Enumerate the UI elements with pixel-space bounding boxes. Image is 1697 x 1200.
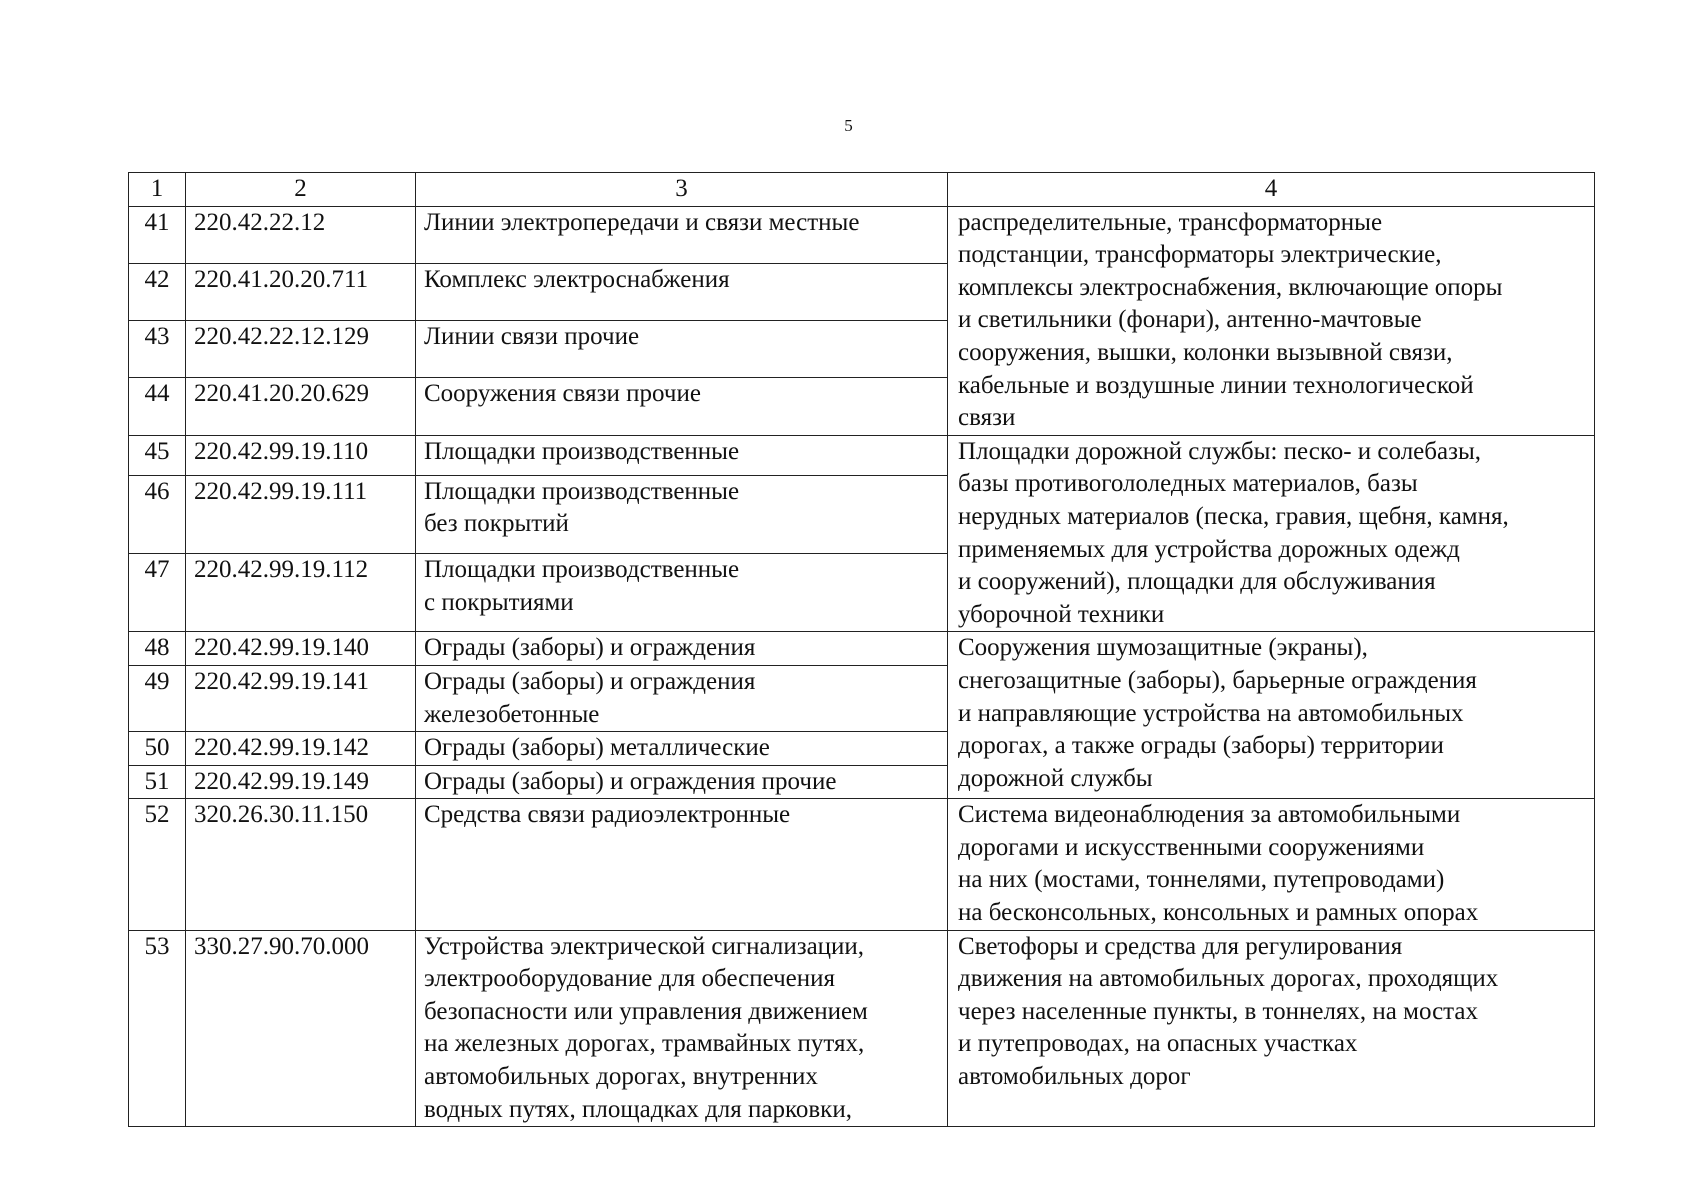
row-code: 220.42.99.19.112 <box>186 553 416 631</box>
row-name <box>416 732 948 766</box>
row-code: 220.42.99.19.149 <box>186 765 416 799</box>
page-number: 5 <box>844 116 853 135</box>
row-number: 50 <box>129 732 186 766</box>
row-name-text: Линии связи прочие <box>424 323 640 351</box>
row-name-text: Площадки производственные с покрытиями <box>424 555 740 616</box>
row-number: 46 <box>129 475 186 553</box>
table-row <box>129 799 1595 930</box>
row-name <box>416 765 948 799</box>
row-name-text: Ограды (заборы) и ограждения <box>424 634 756 662</box>
row-code: 220.42.99.19.110 <box>186 435 416 475</box>
table-row <box>129 435 1595 475</box>
row-code: 220.42.22.12.129 <box>186 321 416 378</box>
row-code: 220.42.99.19.141 <box>186 665 416 731</box>
row-number: 41 <box>129 206 186 263</box>
row-number: 44 <box>129 378 186 435</box>
row-name <box>416 321 948 378</box>
row-number: 43 <box>129 321 186 378</box>
row-name-text: Средства связи радиоэлектронные <box>424 801 791 829</box>
row-code: 220.42.99.19.140 <box>186 632 416 666</box>
group-description <box>948 435 1595 632</box>
group-description-text: Система видеонаблюдения за автомобильными дорогами и искусственными сооружениями на них (мостами, тоннелями, путепроводами) на бесконсольных, консольных и рамных опорах <box>958 801 1479 927</box>
table-row <box>129 206 1595 263</box>
group-description-text: Светофоры и средства для регулирования движения на автомобильных дорогах, проходящих через населенные пункты, в тоннелях, на мостах и путепроводах, на опасных участках автомобильных дорог <box>958 932 1499 1091</box>
row-name-text: Устройства электрической сигнализации, электрооборудование для обеспечения безопасности или управления движением на железных дорогах, трамвайных путях, автомобильных дорогах, внутренних водных путях, площадках для парковки, <box>424 932 868 1123</box>
row-number: 45 <box>129 435 186 475</box>
group-description <box>948 799 1595 930</box>
row-number: 49 <box>129 665 186 731</box>
group-description-text: Площадки дорожной службы: песко- и солебазы, базы противогололедных материалов, базы нерудных материалов (песка, гравия, щебня, камня, применяемых для устройства дорожных одежд и сооружений), площадки для обслуживания уборочной техники <box>958 437 1509 628</box>
row-code: 220.42.99.19.142 <box>186 732 416 766</box>
row-name-text: Ограды (заборы) металлические <box>424 734 770 762</box>
row-code: 220.42.99.19.111 <box>186 475 416 553</box>
table-row <box>129 632 1595 666</box>
row-code: 330.27.90.70.000 <box>186 930 416 1127</box>
row-name <box>416 206 948 263</box>
group-description <box>948 632 1595 799</box>
group-description-text: распределительные, трансформаторные подстанции, трансформаторы электрические, комплексы электроснабжения, включающие опоры и светильники (фонари), антенно-мачтовые сооружения, вышки, колонки вызывной связи, кабельные и воздушные линии технологической связи <box>958 208 1503 432</box>
row-number: 48 <box>129 632 186 666</box>
row-name-text: Комплекс электроснабжения <box>424 265 730 293</box>
group-description <box>948 206 1595 435</box>
group-description <box>948 930 1595 1127</box>
group-description-text: Сооружения шумозащитные (экраны), снегозащитные (заборы), барьерные ограждения и направляющие устройства на автомобильных дорогах, а также ограды (заборы) территории дорожной службы <box>958 634 1477 792</box>
row-number: 47 <box>129 553 186 631</box>
row-name-text: Ограды (заборы) и ограждения железобетонные <box>424 667 756 728</box>
row-name <box>416 553 948 631</box>
row-name <box>416 665 948 731</box>
row-name-text: Ограды (заборы) и ограждения прочие <box>424 767 837 795</box>
row-number: 52 <box>129 799 186 930</box>
row-name <box>416 475 948 553</box>
row-name-text: Площадки производственные без покрытий <box>424 477 740 538</box>
row-name-text: Площадки производственные <box>424 437 740 465</box>
column-header-4: 4 <box>948 173 1595 207</box>
row-name <box>416 263 948 320</box>
row-name <box>416 930 948 1127</box>
row-name <box>416 632 948 666</box>
classification-table <box>128 172 1595 1127</box>
row-code: 320.26.30.11.150 <box>186 799 416 930</box>
column-header-1: 1 <box>129 173 186 207</box>
column-header-2: 2 <box>186 173 416 207</box>
column-header-3: 3 <box>416 173 948 207</box>
row-name <box>416 378 948 435</box>
row-name-text: Сооружения связи прочие <box>424 380 701 408</box>
row-code: 220.41.20.20.629 <box>186 378 416 435</box>
row-code: 220.41.20.20.711 <box>186 263 416 320</box>
row-number: 51 <box>129 765 186 799</box>
row-name-text: Линии электропередачи и связи местные <box>424 208 860 236</box>
table-row <box>129 930 1595 1127</box>
table-header-row <box>129 173 1595 207</box>
row-name <box>416 799 948 930</box>
row-name <box>416 435 948 475</box>
row-number: 42 <box>129 263 186 320</box>
row-code: 220.42.22.12 <box>186 206 416 263</box>
row-number: 53 <box>129 930 186 1127</box>
